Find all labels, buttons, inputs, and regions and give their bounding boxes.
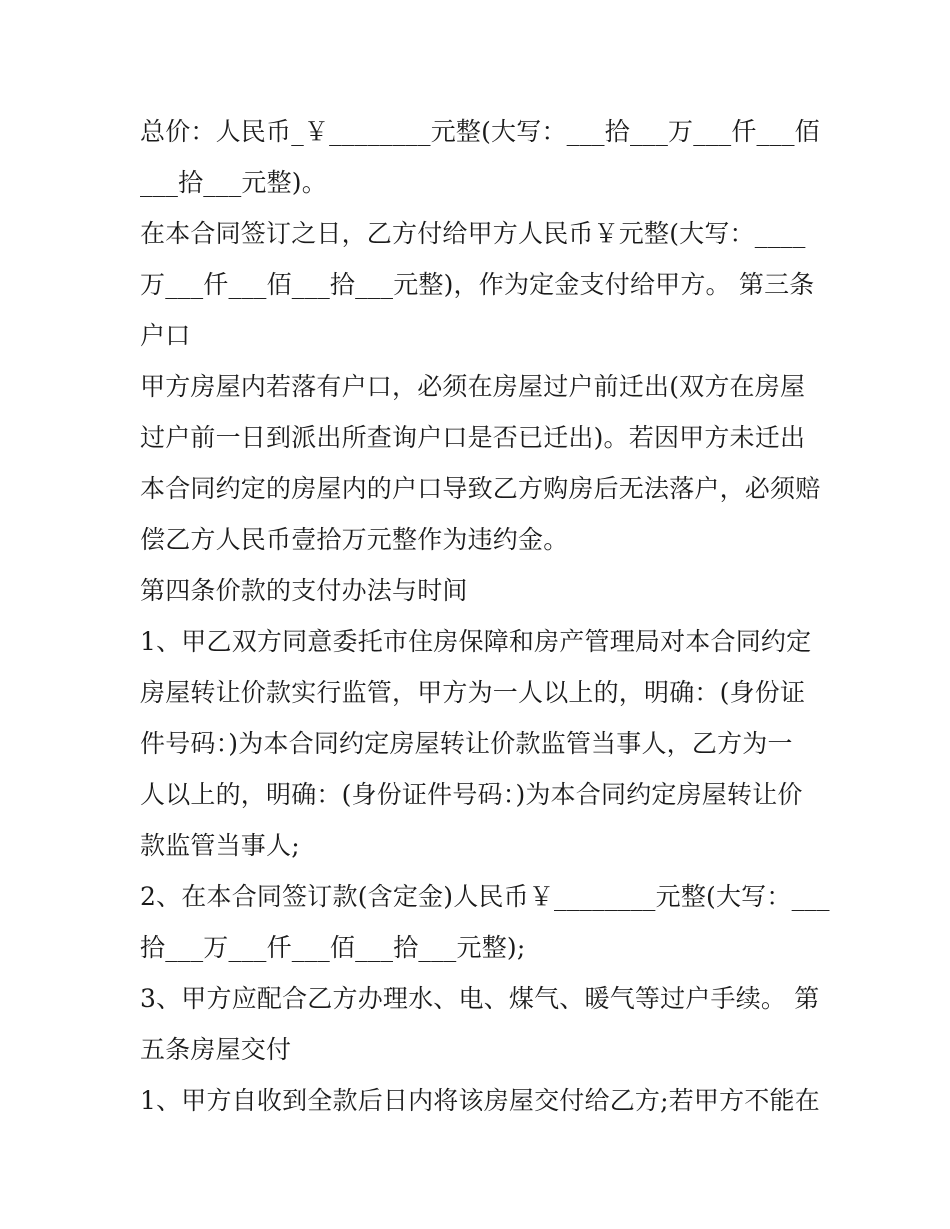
text-line-household-1: 甲方房屋内若落有户口，必须在房屋过户前迁出(双方在房屋: [140, 372, 806, 401]
text-line-payment-1c: 件号码：)为本合同约定房屋转让价款监管当事人，乙方为一: [140, 729, 793, 758]
text-line-payment-3a: 3、甲方应配合乙方办理水、电、煤气、暖气等过户手续。 第: [140, 984, 820, 1013]
text-line-payment-1d: 人以上的，明确：(身份证件号码：)为本合同约定房屋转让价: [140, 780, 803, 809]
text-line-payment-1b: 房屋转让价款实行监管，甲方为一人以上的，明确：(身份证: [140, 678, 806, 707]
section-heading-delivery: 五条房屋交付: [140, 1035, 292, 1064]
document-body: [140, 106, 830, 1126]
section-heading-household: 户口: [140, 321, 191, 350]
text-line-deposit-cont: 万___仟___佰___拾___元整)，作为定金支付给甲方。 第三条: [140, 270, 815, 299]
text-line-total-price-cont: ___拾___元整)。: [140, 168, 327, 197]
text-line-payment-1e: 款监管当事人;: [140, 831, 300, 860]
text-line-household-4: 偿乙方人民币壹拾万元整作为违约金。: [140, 525, 569, 554]
text-line-payment-2b: 拾___万___仟___佰___拾___元整);: [140, 933, 526, 962]
text-line-household-2: 过户前一日到派出所查询户口是否已迁出)。若因甲方未迁出: [140, 423, 806, 452]
text-line-delivery-1: 1、甲方自收到全款后日内将该房屋交付给乙方;若甲方不能在: [140, 1086, 820, 1115]
text-line-household-3: 本合同约定的房屋内的户口导致乙方购房后无法落户，必须赔: [140, 474, 821, 503]
section-heading-payment: 第四条价款的支付办法与时间: [140, 576, 468, 605]
text-line-payment-1a: 1、甲乙双方同意委托市住房保障和房产管理局对本合同约定: [140, 627, 812, 656]
text-line-total-price: 总价：人民币_￥________元整(大写：___拾___万___仟___佰: [140, 117, 820, 146]
text-line-payment-2a: 2、在本合同签订款(含定金)人民币￥________元整(大写：___: [140, 882, 830, 911]
text-line-deposit: 在本合同签订之日，乙方付给甲方人民币￥元整(大写：____: [140, 219, 806, 248]
